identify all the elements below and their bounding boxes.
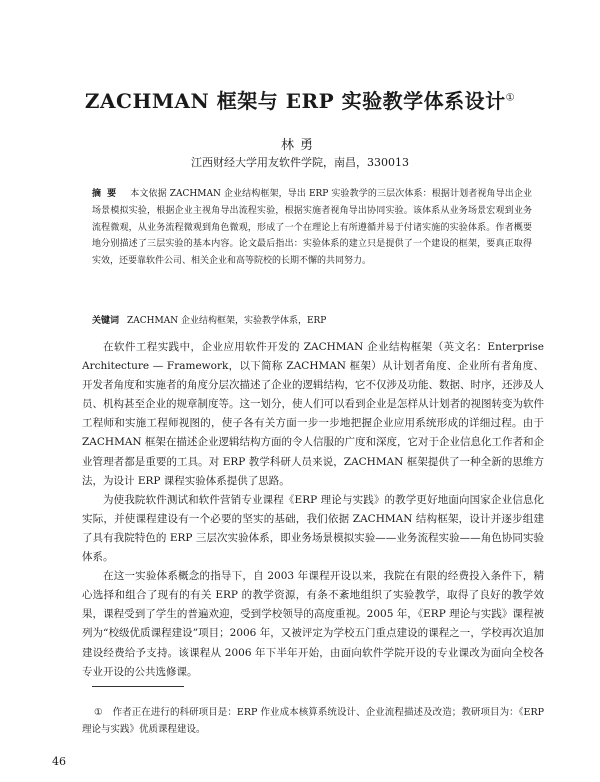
footnote [82, 704, 544, 738]
keywords-text: ZACHMAN 企业结构框架，实验教学体系，ERP [127, 316, 327, 326]
footnote-text: 作者正在进行的科研项目是：ERP 作业成本核算系统设计、企业流程描述及改造；教研项目为：《ERP 理论与实践》优质课程建设。 [82, 707, 544, 735]
body-paragraph: 在软件工程实践中，企业应用软件开发的 ZACHMAN 企业结构框架（英文名：Enterprise Architecture — Framework，以下简称 ZACHMAN 框架）从计划者角度、企业所有者角度、开发者角度和实施者的角度分层次描述了企业的逻辑结构，它不仅涉及功能、数据、时序，还涉及人员、机构甚至企业的规章制度等。这一划分，使人们可以看到企业是怎样从计划者的视图转变为软件工程师和实施工程师视图的，使子各有关方面一步一步地把握企业应用系统形成的详细过程。由于 ZACHMAN 框架在描述企业逻辑结构方面的令人信服的广度和深度，它对于企业信息化工作者和企业管理者都是重要的工具。对 ERP 教学科研人员来说，ZACHMAN 框架提供了一种全新的思维方法，为设计 ERP 课程实验体系提供了思路。 [82, 341, 544, 487]
keywords [92, 313, 532, 329]
footnote-mark: ① [94, 707, 103, 718]
author-affiliation: 江西财经大学用友软件学院，南昌，330013 [191, 156, 409, 169]
abstract-label: 摘要 [92, 189, 123, 199]
body-paragraph: 为使我院软件测试和软件营销专业课程《ERP 理论与实践》的教学更好地面向国家企业信息化实际，并使课程建设有一个必要的坚实的基础，我们依据 ZACHMAN 结构框架，设计并逐步组建了具有我院特色的 ERP 三层次实验体系，即业务场景模拟实验——业务流程实验——角色协同实验体系。 [82, 493, 544, 564]
abstract-text: 本文依据 ZACHMAN 企业结构框架，导出 ERP 实验教学的三层次体系：根据计划者视角导出企业场景模拟实验，根据企业主视角导出流程实验，根据实施者视角导出协同实验。该体系从业务场景宏观到业务流程微观，从业务流程微观到角色微观，形成了一个在理论上有所遵循并易于付诸实施的实验体系。作者概要地分别描述了三层实验的基本内容。论文最后指出：实验体系的建立只是提供了一个建设的框架，要真正取得实效，还要靠软件公司、相关企业和高等院校的长期不懈的共同努力。 [92, 189, 532, 267]
footnote-divider [92, 686, 184, 687]
body-text [82, 338, 544, 682]
abstract [92, 186, 532, 270]
paper-title [0, 85, 600, 114]
page-number: 46 [52, 755, 66, 768]
body-paragraph: 在这一实验体系概念的指导下，自 2003 年课程开设以来，我院在有限的经费投入条件下，精心选择和组合了现有的有关 ERP 的教学资源，有条不紊地组织了实验教学，取得了良好的教学效果，课程受到了学生的普遍欢迎，受到学校领导的高度重视。2005 年，《ERP 理论与实践》课程被列为“校级优质课程建设”项目；2006 年，又被评定为学校五门重点建设的课程之一，学校再次追加建设经费给予支持。该课程从 2006 年下半年开始，由面向软件学院开设的专业课改为面向全校各专业开设的公共选修课。 [82, 570, 544, 678]
title-text: ZACHMAN 框架与 ERP 实验教学体系设计 [84, 89, 506, 113]
title-footnote-mark: ① [505, 92, 516, 104]
author-name: 林勇 [280, 138, 319, 153]
keywords-label: 关键词 [92, 316, 120, 326]
